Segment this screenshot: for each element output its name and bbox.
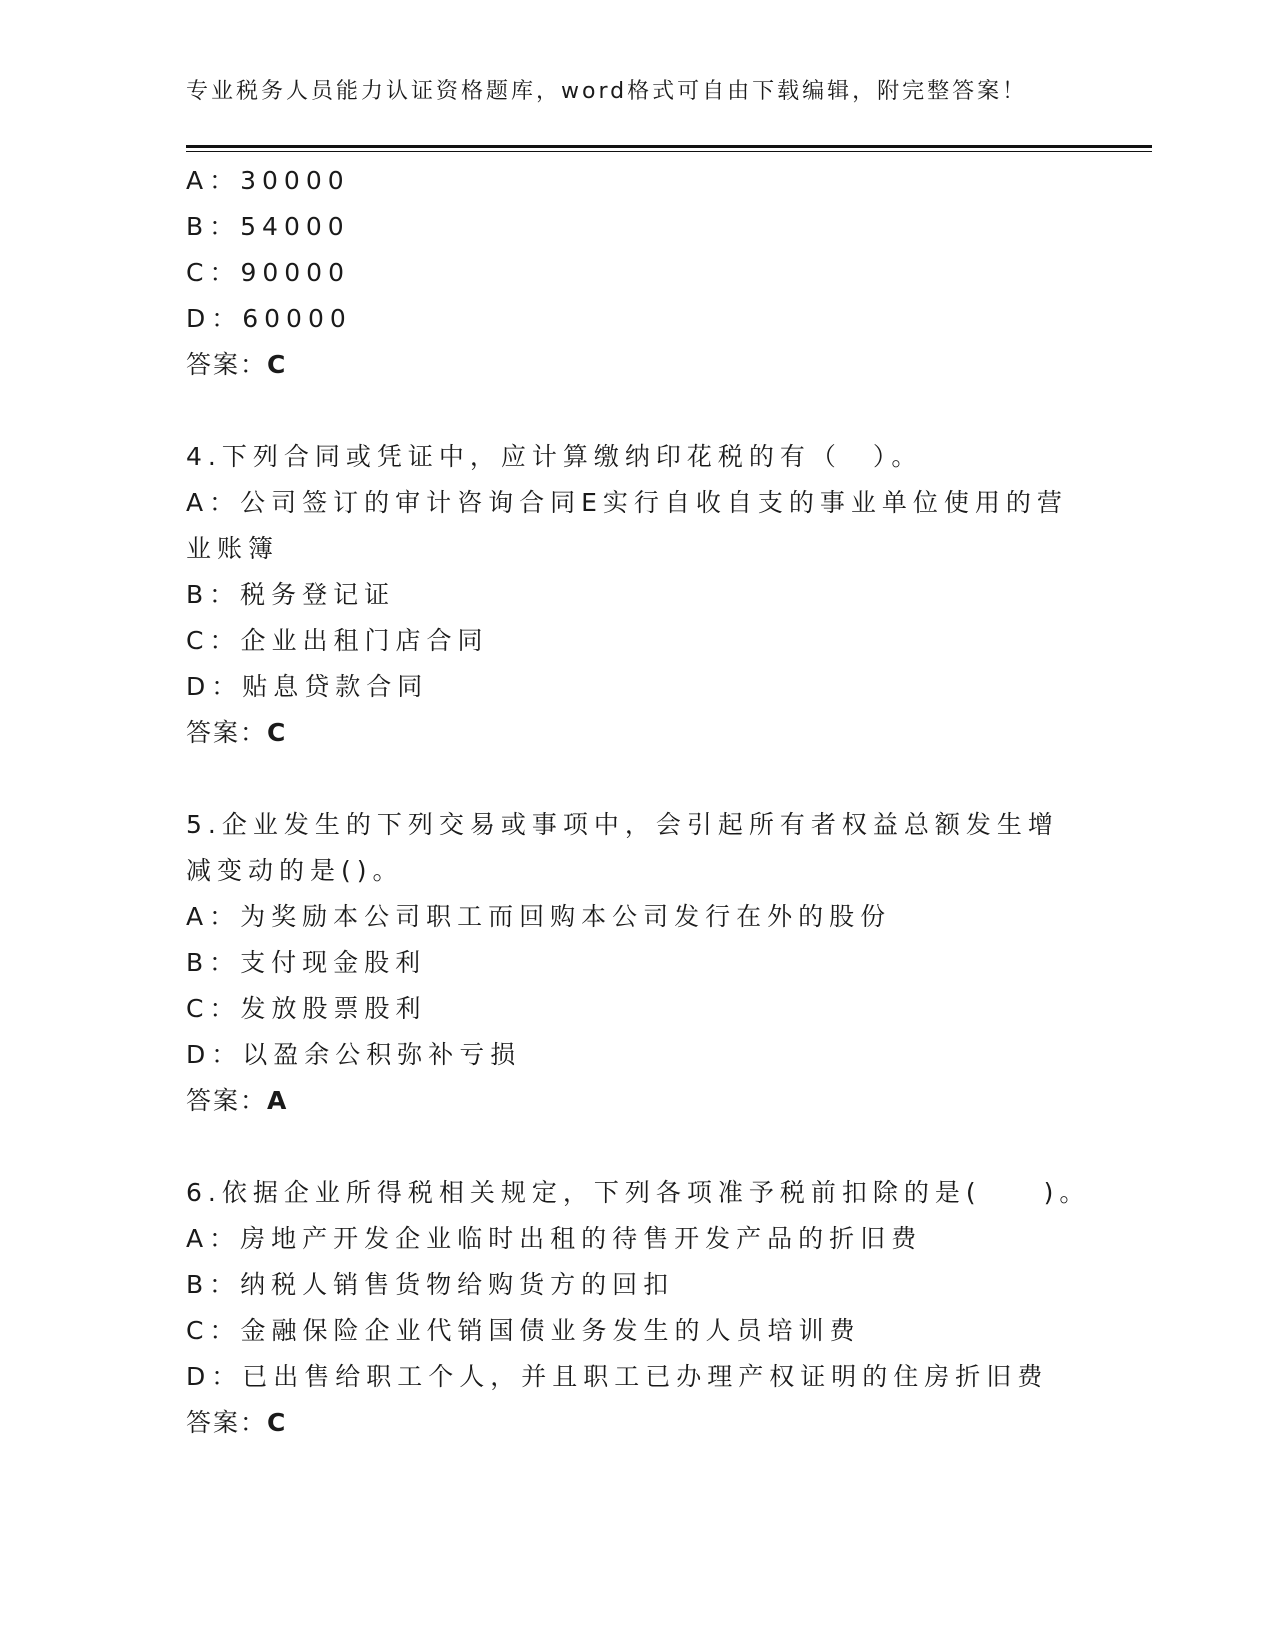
option-d: D：贴息贷款合同 bbox=[186, 672, 429, 701]
answer-line bbox=[186, 1078, 1086, 1124]
option-a: A：30000 bbox=[186, 166, 350, 195]
option-c: C：企业出租门店合同 bbox=[186, 626, 489, 655]
spacer bbox=[186, 388, 1086, 434]
option-c: C：发放股票股利 bbox=[186, 994, 427, 1023]
answer-label: 答案： bbox=[186, 350, 268, 379]
question-4 bbox=[186, 434, 1086, 756]
answer-value: A bbox=[267, 1086, 287, 1115]
option-b: B：税务登记证 bbox=[186, 580, 396, 609]
option-a: A：公司签订的审计咨询合同E实行自收自支的事业单位使用的营业账簿 bbox=[186, 488, 1068, 563]
answer-line bbox=[186, 1400, 1086, 1446]
question-stem: 4.下列合同或凭证中，应计算缴纳印花税的有（ ）。 bbox=[186, 442, 923, 471]
question-stem: 6.依据企业所得税相关规定，下列各项准予税前扣除的是( )。 bbox=[186, 1178, 1091, 1207]
option-b: B：54000 bbox=[186, 212, 350, 241]
header-rule-thick bbox=[186, 145, 1152, 148]
option-d: D：已出售给职工个人，并且职工已办理产权证明的住房折旧费 bbox=[186, 1362, 1049, 1391]
page-header: 专业税务人员能力认证资格题库，word格式可自由下载编辑，附完整答案！ bbox=[186, 79, 1028, 104]
option-b: B：支付现金股利 bbox=[186, 948, 427, 977]
option-c: C：金融保险企业代销国债业务发生的人员培训费 bbox=[186, 1316, 861, 1345]
answer-value: C bbox=[267, 718, 286, 747]
question-stem: 5.企业发生的下列交易或事项中，会引起所有者权益总额发生增减变动的是()。 bbox=[186, 810, 1059, 885]
question-content bbox=[186, 158, 1091, 1446]
answer-label: 答案： bbox=[186, 1408, 268, 1437]
answer-label: 答案： bbox=[186, 1086, 268, 1115]
option-c: C：90000 bbox=[186, 258, 350, 287]
spacer bbox=[186, 756, 1086, 802]
answer-label: 答案： bbox=[186, 718, 268, 747]
option-d: D：以盈余公积弥补亏损 bbox=[186, 1040, 522, 1069]
option-b: B：纳税人销售货物给购货方的回扣 bbox=[186, 1270, 675, 1299]
question-6 bbox=[186, 1170, 1091, 1446]
question-5 bbox=[186, 802, 1086, 1124]
option-d: D：60000 bbox=[186, 304, 352, 333]
answer-value: C bbox=[267, 1408, 286, 1437]
option-a: A：房地产开发企业临时出租的待售开发产品的折旧费 bbox=[186, 1224, 923, 1253]
answer-line bbox=[186, 342, 1086, 388]
answer-line bbox=[186, 710, 1086, 756]
spacer bbox=[186, 1124, 1086, 1170]
option-a: A：为奖励本公司职工而回购本公司发行在外的股份 bbox=[186, 902, 892, 931]
answer-value: C bbox=[267, 350, 286, 379]
question-3 bbox=[186, 158, 1086, 388]
header-rule-thin bbox=[186, 151, 1152, 152]
